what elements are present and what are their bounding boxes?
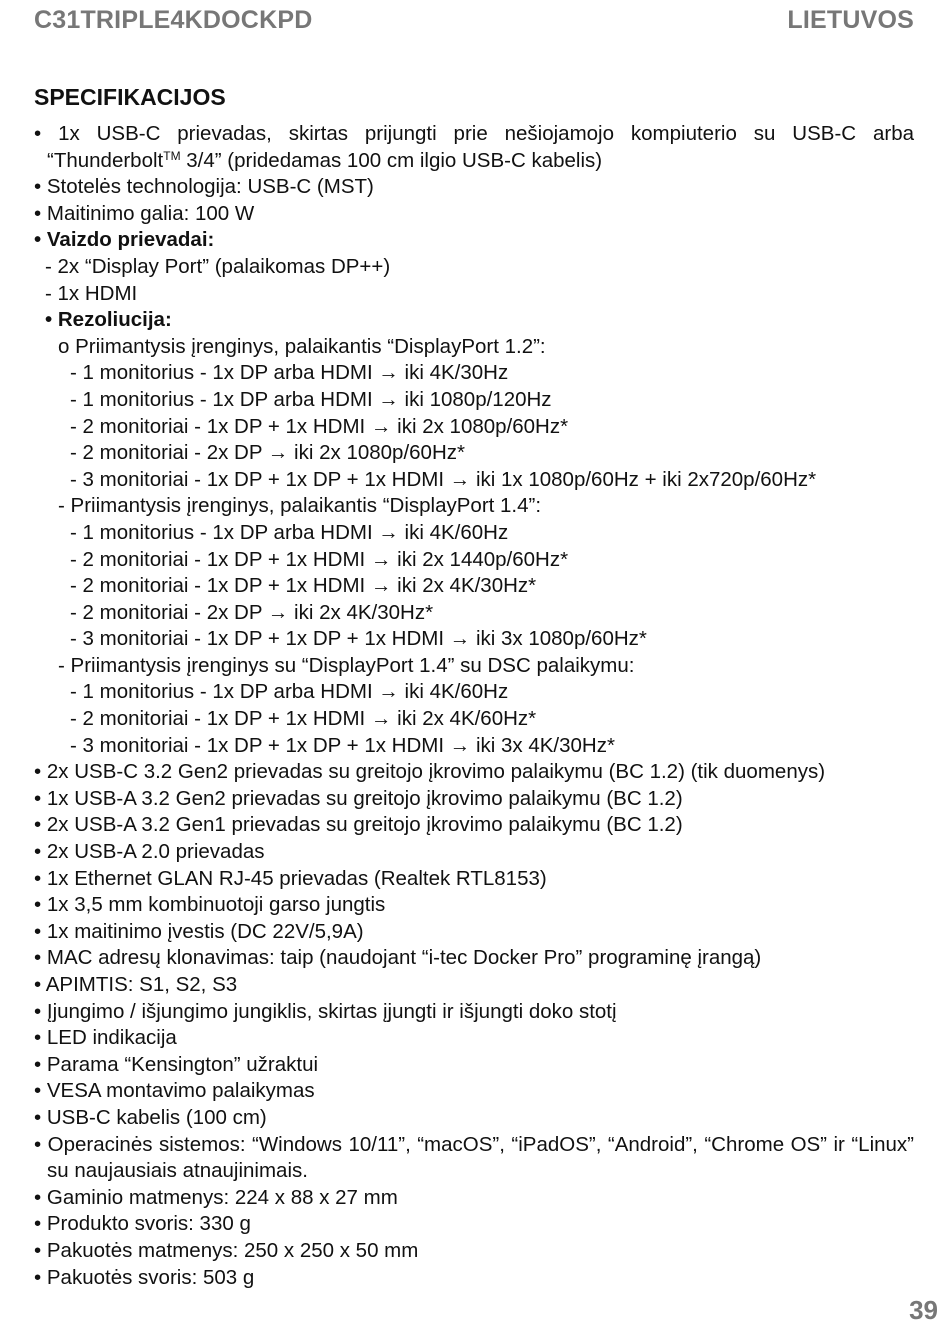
section-title: SPECIFIKACIJOS (34, 84, 226, 110)
dp14-item: - 3 monitoriai - 1x DP + 1x DP + 1x HDMI → iki 3x 1080p/60Hz* (70, 627, 647, 651)
dp14-header: - Priimantysis įrenginys, palaikantis “DisplayPort 1.4”: (58, 494, 542, 518)
dp12-item: - 2 monitoriai - 2x DP → iki 2x 1080p/60Hz* (70, 441, 465, 465)
spec-dimension: • Pakuotės matmenys: 250 x 250 x 50 mm (34, 1238, 419, 1262)
trademark-superscript: TM (163, 148, 181, 163)
spec-list (34, 121, 914, 1291)
dp12-item: - 1 monitorius - 1x DP arba HDMI → iki 4K/30Hz (70, 361, 509, 385)
spec-usbc-port (34, 121, 914, 174)
dp14-item: - 1 monitorius - 1x DP arba HDMI → iki 4K/60Hz (70, 520, 509, 544)
dp14-item: - 2 monitoriai - 1x DP + 1x HDMI → iki 2x 1440p/60Hz* (70, 547, 569, 571)
spec-port: • 1x Ethernet GLAN RJ-45 prievadas (Realtek RTL8153) (34, 866, 547, 890)
spec-port: • 2x USB-A 3.2 Gen1 prievadas su greitojo įkrovimo palaikymu (BC 1.2) (34, 813, 683, 837)
spec-port: • MAC adresų klonavimas: taip (naudojant “i-tec Docker Pro” programinę įrangą) (34, 946, 762, 970)
dsc-item: - 3 monitoriai - 1x DP + 1x DP + 1x HDMI → iki 3x 4K/30Hz* (70, 733, 615, 757)
spec-usbc-port-text: • 1x USB-C prievadas, skirtas prijungti prie nešiojamojo kompiuterio su USB-C arba “Thunderbolt (34, 122, 914, 172)
dp14-item: - 2 monitoriai - 2x DP → iki 2x 4K/30Hz* (70, 600, 434, 624)
spec-dimension: • Pakuotės svoris: 503 g (34, 1265, 255, 1289)
spec-port: • VESA montavimo palaikymas (34, 1079, 315, 1103)
spec-port: • LED indikacija (34, 1026, 177, 1050)
spec-video-ports: • Vaizdo prievadai: (34, 228, 215, 252)
dp12-item: - 1 monitorius - 1x DP arba HDMI → iki 1080p/120Hz (70, 387, 552, 411)
dp12-item: - 2 monitoriai - 1x DP + 1x HDMI → iki 2x 1080p/60Hz* (70, 414, 569, 438)
language-header: LIETUVOS (787, 6, 914, 34)
spec-port: • 1x USB-A 3.2 Gen2 prievadas su greitojo įkrovimo palaikymu (BC 1.2) (34, 786, 683, 810)
spec-power: • Maitinimo galia: 100 W (34, 201, 255, 225)
spec-port: • 1x maitinimo įvestis (DC 22V/5,9A) (34, 919, 364, 943)
spec-port: • 2x USB-A 2.0 prievadas (34, 840, 265, 864)
spec-dock-technology: • Stotelės technologija: USB-C (MST) (34, 175, 374, 199)
document-model-header: C31TRIPLE4KDOCKPD (34, 6, 313, 34)
dp12-item: - 3 monitoriai - 1x DP + 1x DP + 1x HDMI → iki 1x 1080p/60Hz + iki 2x720p/60Hz* (70, 467, 817, 491)
spec-resolution: • Rezoliucija: (45, 308, 172, 332)
spec-operating-systems: • Operacinės sistemos: “Windows 10/11”, “macOS”, “iPadOS”, “Android”, “Chrome OS” ir “Linux” su naujausiais atnaujinimais. (34, 1132, 914, 1183)
spec-dimension: • Produkto svoris: 330 g (34, 1212, 251, 1236)
dsc-header: - Priimantysis įrenginys su “DisplayPort 1.4” su DSC palaikymu: (58, 653, 635, 677)
dp12-header: o Priimantysis įrenginys, palaikantis “DisplayPort 1.2”: (58, 334, 546, 358)
spec-port: • Parama “Kensington” užraktui (34, 1052, 319, 1076)
spec-hdmi-port: - 1x HDMI (45, 281, 138, 305)
spec-port: • Įjungimo / išjungimo jungiklis, skirtas įjungti ir išjungti doko stotį (34, 999, 617, 1023)
spec-port: • 1x 3,5 mm kombinuotoji garso jungtis (34, 893, 386, 917)
spec-dp-ports: - 2x “Display Port” (palaikomas DP++) (45, 254, 391, 278)
dsc-item: - 2 monitoriai - 1x DP + 1x HDMI → iki 2x 4K/60Hz* (70, 707, 537, 731)
spec-dimension: • Gaminio matmenys: 224 x 88 x 27 mm (34, 1185, 398, 1209)
spec-port: • APIMTIS: S1, S2, S3 (34, 973, 238, 996)
dsc-item: - 1 monitorius - 1x DP arba HDMI → iki 4K/60Hz (70, 680, 509, 704)
spec-port: • 2x USB-C 3.2 Gen2 prievadas su greitojo įkrovimo palaikymu (BC 1.2) (tik duomenys) (34, 760, 826, 784)
spec-port: • USB-C kabelis (100 cm) (34, 1105, 267, 1129)
spec-usbc-port-text-end: 3/4” (pridedamas 100 cm ilgio USB-C kabelis) (180, 148, 603, 172)
dp14-item: - 2 monitoriai - 1x DP + 1x HDMI → iki 2x 4K/30Hz* (70, 574, 537, 598)
page-number: 39 (909, 1295, 938, 1325)
